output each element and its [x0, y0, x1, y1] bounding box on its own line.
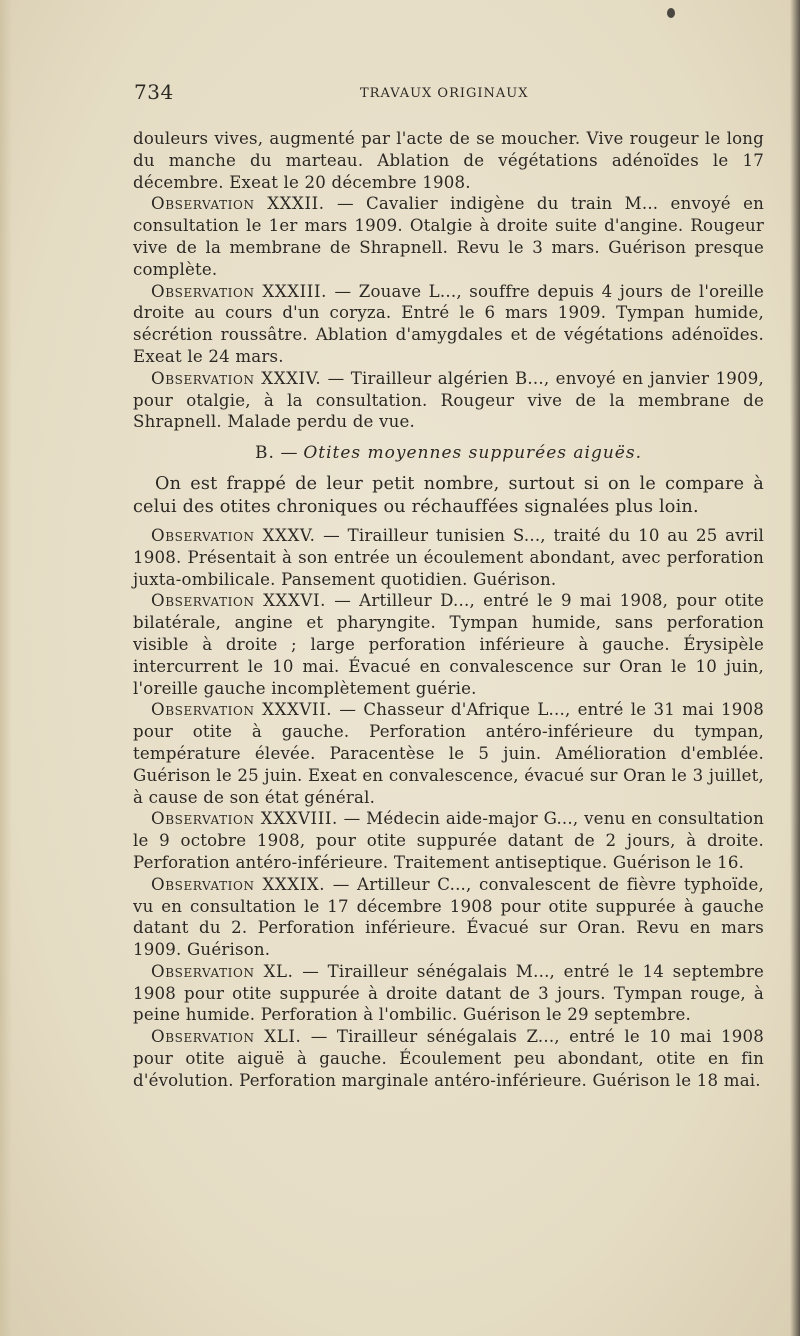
- observation-paragraph: [133, 699, 764, 808]
- observation-paragraph: [133, 1026, 764, 1091]
- observation-paragraph: [133, 874, 764, 961]
- section-heading: [133, 443, 764, 465]
- observation-paragraph: [133, 281, 764, 368]
- observation-text: — Artilleur C..., convalescent de fièvre typhoïde, vu en consultation le 17 décembre 1908 pour otite suppurée à gauche datant du 2. Perforation inférieure. Évacué sur Oran. Revu en mars 1909. Guérison.: [133, 874, 764, 960]
- observation-paragraph: [133, 368, 764, 433]
- observation-label: Observation XXXVIII.: [151, 809, 338, 829]
- lead-paragraph: [133, 473, 764, 519]
- observation-text: — Artilleur D..., entré le 9 mai 1908, pour otite bilatérale, angine et pharyngite. Tympan humide, sans perforation visible à droite ; large perforation inférieure à gauche. Érysipèle intercurrent le 10 mai. Évacué en convalescence sur Oran le 10 juin, l'oreille gauche incomplètement guérie.: [133, 591, 764, 698]
- observation-label: Observation XXXV.: [151, 525, 316, 545]
- observation-paragraph: [133, 961, 764, 1026]
- observation-paragraph: [133, 525, 764, 590]
- page-number: 734: [134, 80, 174, 104]
- observation-text: — Chasseur d'Afrique L..., entré le 31 mai 1908 pour otite à gauche. Perforation antéro-inférieure du tympan, température élevée. Paracentèse le 5 juin. Amélioration d'emblée. Guérison le 25 juin. Exeat en convalescence, évacué sur Oran le 3 juillet, à cause de son état général.: [133, 700, 764, 807]
- observation-text: — Tirailleur sénégalais Z..., entré le 10 mai 1908 pour otite aiguë à gauche. Écoulement peu abondant, otite en fin d'évolution. Perforation marginale antéro-inférieure. Guérison le 18 mai.: [133, 1027, 764, 1090]
- page-header: [134, 80, 764, 110]
- observation-label: Observation XXXVII.: [151, 700, 333, 720]
- section-title: Otites moyennes suppurées aiguës.: [303, 443, 642, 464]
- observation-text: — Tirailleur tunisien S..., traité du 10 au 25 avril 1908. Présentait à son entrée un écoulement abondant, avec perforation juxta-ombilicale. Pansement quotidien. Guérison.: [133, 525, 764, 589]
- section-dash: —: [274, 443, 304, 464]
- observation-label: Observation XL.: [151, 961, 294, 981]
- observation-label: Observation XLI.: [151, 1027, 302, 1047]
- observation-label: Observation XXXIX.: [151, 874, 326, 894]
- paragraph-text: douleurs vives, augmenté par l'acte de se moucher. Vive rougeur le long du manche du marteau. Ablation de végétations adénoïdes le 17 décembre. Exeat le 20 décembre 1908.: [133, 129, 764, 192]
- observation-label: Observation XXXII.: [151, 194, 325, 214]
- observation-label: Observation XXXIV.: [151, 368, 322, 388]
- section-letter: B.: [254, 443, 275, 464]
- page-shadow-left: [0, 0, 12, 1336]
- running-head: TRAVAUX ORIGINAUX: [360, 86, 529, 101]
- observation-paragraph: [133, 193, 764, 280]
- page-shadow-right: [790, 0, 800, 1336]
- observation-text: — Zouave L..., souffre depuis 4 jours de l'oreille droite au cours d'un coryza. Entré le 6 mars 1909. Tympan humide, sécrétion roussâtre. Ablation d'amygdales et de végétations adénoïdes. Exeat le 24 mars.: [133, 281, 764, 366]
- body-text: [133, 128, 764, 1092]
- observation-text: — Médecin aide-major G..., venu en consultation le 9 octobre 1908, pour otite suppurée datant de 2 jours, à droite. Perforation antéro-inférieure. Traitement antiseptique. Guérison le 16.: [133, 809, 764, 872]
- observation-paragraph: [133, 590, 764, 699]
- lead-text: On est frappé de leur petit nombre, surtout si on le compare à celui des otites chroniques ou réchauffées signalées plus loin.: [133, 473, 764, 517]
- observation-text: — Cavalier indigène du train M... envoyé en consultation le 1er mars 1909. Otalgie à droite suite d'angine. Rougeur vive de la membrane de Shrapnell. Revu le 3 mars. Guérison presque complète.: [133, 194, 765, 279]
- observation-label: Observation XXXIII.: [151, 281, 327, 301]
- ink-spot: [667, 8, 675, 18]
- paragraph-continuation: [133, 128, 764, 193]
- observation-text: — Tirailleur algérien B..., envoyé en janvier 1909, pour otalgie, à la consultation. Rougeur vive de la membrane de Shrapnell. Malade perdu de vue.: [133, 368, 764, 432]
- observation-label: Observation XXXVI.: [151, 591, 326, 611]
- observation-text: — Tirailleur sénégalais M..., entré le 14 septembre 1908 pour otite suppurée à droite datant de 3 jours. Tympan rouge, à peine humide. Perforation à l'ombilic. Guérison le 29 septembre.: [133, 961, 764, 1025]
- observation-paragraph: [133, 808, 764, 873]
